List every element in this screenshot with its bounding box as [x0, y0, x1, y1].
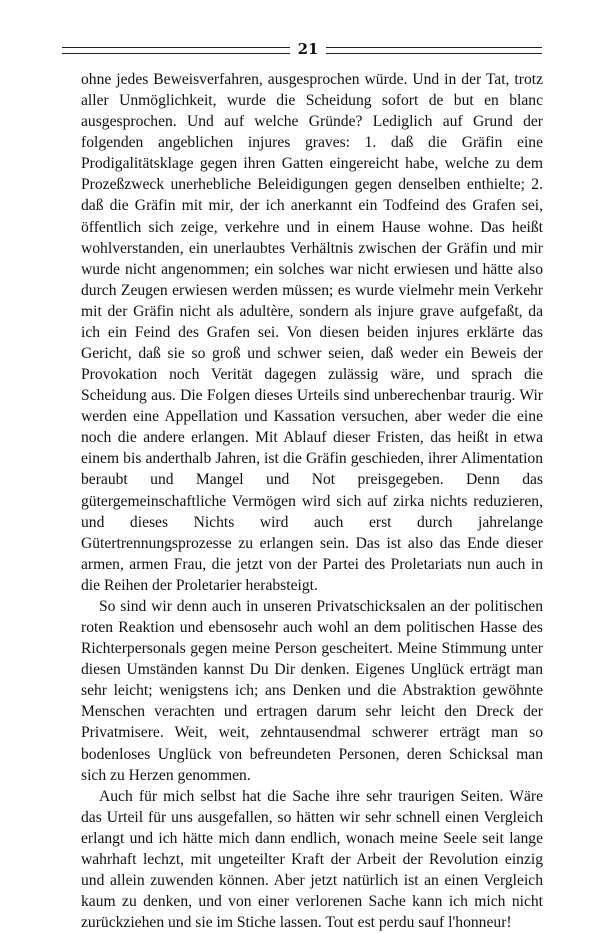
paragraph-1: ohne jedes Beweisverfahren, ausgesprochen würde. Und in der Tat, trotz aller Unmöglichkeit, wurde die Scheidung sofort de but en blanc ausgesprochen. Und auf welche Gründe? Lediglich auf Grund der folgenden angeblichen injures graves: 1. daß die Gräfin eine Prodigalitätsklage gegen ihren Gatten eingereicht habe, welche zu dem Prozeßzweck unerhebliche Beleidigungen gegen denselben enthielte; 2. daß die Gräfin mit mir, der ich anerkannt ein Todfeind des Grafen sei, öffentlich sich zeige, verkehre und in einem Hause wohne. Das heißt wohlverstanden, ein unerlaubtes Verhältnis zwischen der Gräfin und mir wurde nicht angenommen; ein solches war nicht erwiesen und hätte also durch Zeugen erwiesen werden müssen; es wurde vielmehr mein Verkehr mit der Gräfin nicht als adultère, sondern als injure grave aufgefaßt, da ich ein Feind des Grafen sei. Von diesen beiden injures erklärte das Gericht, daß sie so groß und schwer seien, daß weder ein Beweis der Provokation noch Verität dagegen zulässig wäre, und sprach die Scheidung aus. Die Folgen dieses Urteils sind unberechenbar traurig. Wir werden eine Appellation und Kassation versuchen, aber weder die eine noch die andere erlangen. Mit Ablauf dieser Fristen, das heißt in etwa einem bis anderthalb Jahren, ist die Gräfin geschieden, ihrer Alimentation beraubt und Mangel und Not preisgegeben. Denn das gütergemeinschaftliche Vermögen wird sich auf zirka nichts reduzieren, und dieses Nichts wird auch erst durch jahrelange Gütertrennungsprozesse zu erlangen sein. Das ist also das Ende dieser armen, armen Frau, die jetzt von der Partei des Proletariats nun auch in die Reihen der Proletarier herabsteigt.: [81, 71, 543, 594]
header-rule-left: [62, 47, 290, 54]
page-number: 21: [297, 40, 319, 58]
paragraph-3: Auch für mich selbst hat die Sache ihre sehr traurigen Seiten. Wäre das Urteil für uns ausgefallen, so hätten wir sehr schnell einen Vergleich erlangt und ich hätte mich dann endlich, wonach meine Seele seit lange wahrhaft lechzt, mit ungeteilter Kraft der Arbeit der Revolution einzig und allein zuwenden können. Aber jetzt natürlich ist an einen Vergleich kaum zu denken, und von einer verlorenen Sache kann ich mich nicht zurückziehen und sie im Stiche lassen. Tout est perdu sauf l'honneur!: [81, 787, 543, 932]
page-header: [62, 37, 542, 61]
header-rule-right: [326, 47, 542, 54]
paragraph-2: So sind wir denn auch in unseren Privatschicksalen an der politischen roten Reaktion und ebensosehr auch wohl an dem politischen Hasse des Richterpersonals gegen meine Person gescheitert. Meine Stimmung unter diesen Umständen kannst Du Dir denken. Eigenes Unglück erträgt man sehr leicht; wenigstens ich; ans Denken und die Abstraktion gewöhnte Menschen verachten und ertragen darum sehr leicht den Dreck der Privatmisere. Weit, weit, zehntausendmal schwerer erträgt man so bodenloses Unglück von befreundeten Personen, deren Schicksal man sich zu Herzen genommen.: [81, 597, 543, 784]
page-body: [81, 69, 543, 933]
